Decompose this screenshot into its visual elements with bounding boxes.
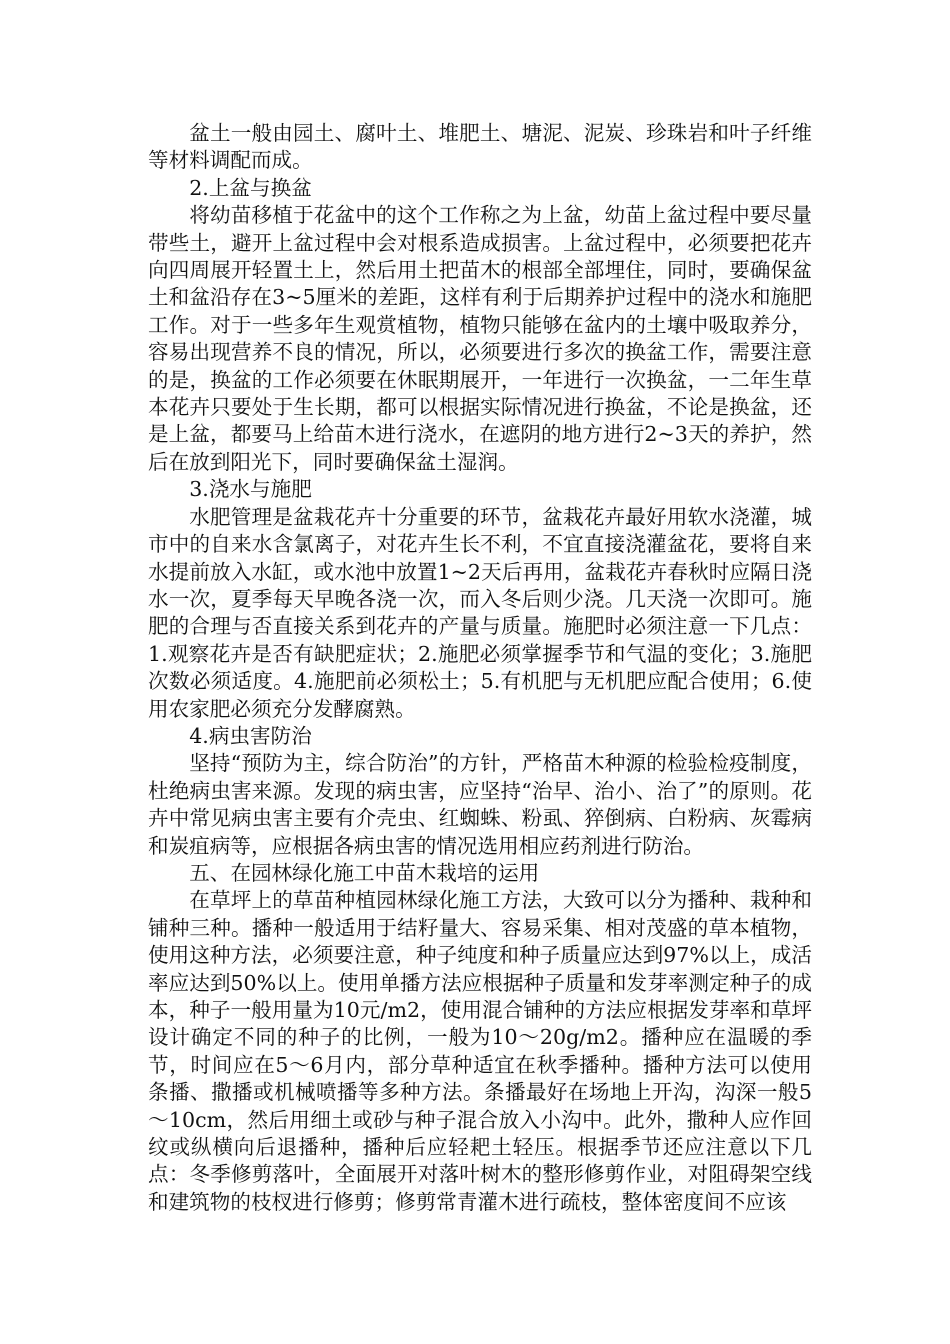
paragraph-potting: 将幼苗移植于花盆中的这个工作称之为上盆，幼苗上盆过程中要尽量带些土，避开上盆过程中会对根系造成损害。上盆过程中，必须要把花卉向四周展开轻置土上，然后用土把苗木的根部全部埋住，同时，要确保盆土和盆沿存在3~5厘米的差距，这样有利于后期养护过程中的浇水和施肥工作。对于一些多年生观赏植物，植物只能够在盆内的土壤中吸取养分，容易出现营养不良的情况，所以，必须要进行多次的换盆工作，需要注意的是，换盆的工作必须要在休眠期展开，一年进行一次换盆，一二年生草本花卉只要处于生长期，都可以根据实际情况进行换盆，不论是换盆，还是上盆，都要马上给苗木进行浇水，在遮阴的地方进行2~3天的养护，然后在放到阳光下，同时要确保盆土湿润。 <box>148 203 812 474</box>
heading-pest-control: 4.病虫害防治 <box>189 723 312 748</box>
document-page <box>148 120 812 1216</box>
heading-potting: 2.上盆与换盆 <box>189 175 312 200</box>
paragraph-lawn-planting: 在草坪上的草苗种植园林绿化施工方法，大致可以分为播种、栽种和铺种三种。播种一般适用于结籽量大、容易采集、相对茂盛的草本植物，使用这种方法，必须要注意，种子纯度和种子质量应达到97%以上，成活率应达到50%以上。使用单播方法应根据种子质量和发芽率测定种子的成本，种子一般用量为10元/m2，使用混合铺种的方法应根据发芽率和草坪设计确定不同的种子的比例，一般为10～20g/m2。播种应在温暖的季节，时间应在5～6月内，部分草种适宜在秋季播种。播种方法可以使用条播、撒播或机械喷播等多种方法。条播最好在场地上开沟，沟深一般5～10cm，然后用细土或砂与种子混合放入小沟中。此外，撒种人应作回纹或纵横向后退播种，播种后应轻耙土轻压。根据季节还应注意以下几点：冬季修剪落叶，全面展开对落叶树木的整形修剪作业，对阻碍架空线和建筑物的枝杈进行修剪；修剪常青灌木进行疏枝，整体密度间不应该 <box>148 888 812 1214</box>
paragraph-pest-control: 坚持“预防为主，综合防治”的方针，严格苗木种源的检验检疫制度，杜绝病虫害来源。发现的病虫害，应坚持“治早、治小、治了”的原则。花卉中常见病虫害主要有介壳虫、红蜘蛛、粉虱、猝倒病、白粉病、灰霉病和炭疽病等，应根据各病虫害的情况选用相应药剂进行防治。 <box>148 751 812 858</box>
paragraph-watering-fertilizing: 水肥管理是盆栽花卉十分重要的环节，盆栽花卉最好用软水浇灌，城市中的自来水含氯离子，对花卉生长不利，不宜直接浇灌盆花，要将自来水提前放入水缸，或水池中放置1~2天后再用，盆栽花卉春秋时应隔日浇水一次，夏季每天早晚各浇一次，而入冬后则少浇。几天浇一次即可。施肥的合理与否直接关系到花卉的产量与质量。施肥时必须注意一下几点：1.观察花卉是否有缺肥症状；2.施肥必须掌握季节和气温的变化；3.施肥次数必须适度。4.施肥前必须松土；5.有机肥与无机肥应配合使用；6.使用农家肥必须充分发酵腐熟。 <box>148 504 812 721</box>
heading-section-five: 五、在园林绿化施工中苗木栽培的运用 <box>189 860 540 885</box>
heading-watering-fertilizing: 3.浇水与施肥 <box>189 477 312 502</box>
paragraph-soil-composition: 盆土一般由园土、腐叶土、堆肥土、塘泥、泥炭、珍珠岩和叶子纤维等材料调配而成。 <box>148 121 812 173</box>
